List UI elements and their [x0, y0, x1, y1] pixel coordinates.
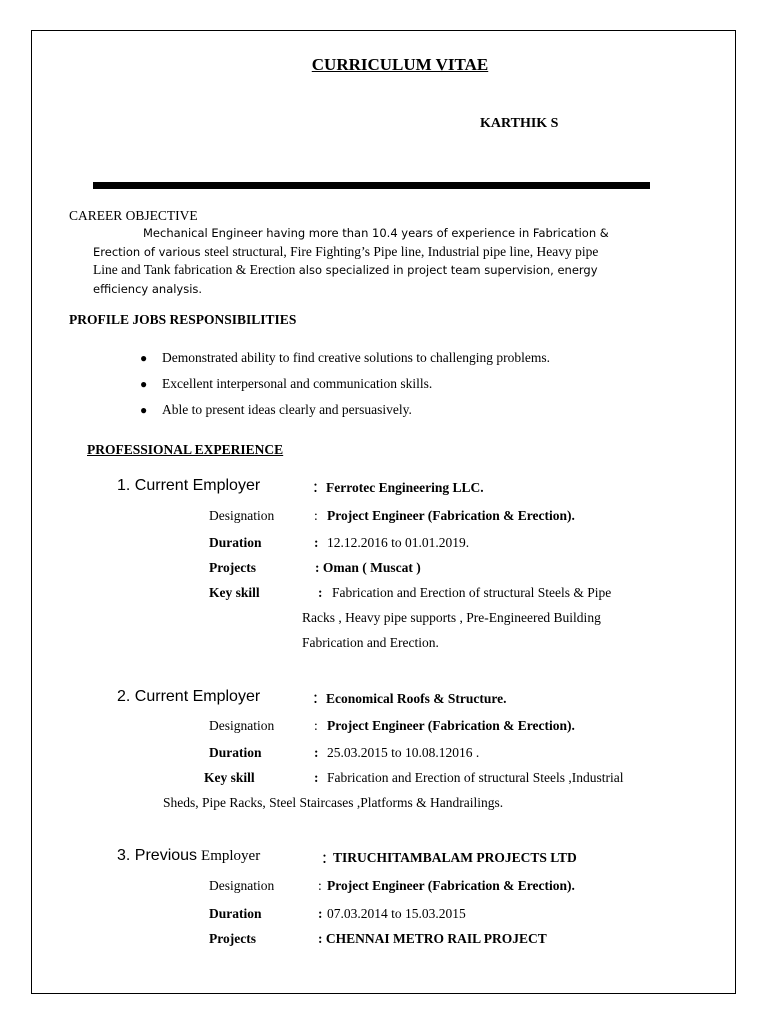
colon: :	[313, 476, 319, 496]
career-line-4: efficiency analysis.	[93, 281, 203, 296]
designation-label: Designation	[209, 508, 275, 523]
duration-label: Duration	[209, 535, 262, 550]
employer-1-title: 1. Current Employer	[117, 477, 261, 494]
profile-bullet-list	[140, 345, 550, 423]
employer-3-title: 3. Previous Employer	[117, 847, 261, 864]
profile-heading: PROFILE JOBS RESPONSIBILITIES	[69, 312, 297, 327]
designation-value: Project Engineer (Fabrication & Erection).	[327, 878, 575, 893]
keyskill-line-2: Racks , Heavy pipe supports , Pre-Engineered Building	[302, 610, 601, 625]
career-objective-heading: CAREER OBJECTIVE	[69, 208, 198, 223]
colon: :	[314, 535, 319, 550]
projects-label: Projects	[209, 560, 256, 575]
career-objective-text	[93, 224, 686, 298]
duration-value: 25.03.2015 to 10.08.12016 .	[327, 745, 480, 760]
keyskill-line-2: Sheds, Pipe Racks, Steel Staircases ,Platforms & Handrailings.	[163, 795, 504, 810]
projects-label: Projects	[209, 931, 256, 946]
keyskill-line-3: Fabrication and Erection.	[302, 635, 439, 650]
employer-2-company: Economical Roofs & Structure.	[326, 691, 507, 706]
colon: :	[314, 508, 318, 523]
duration-value: 07.03.2014 to 15.03.2015	[327, 906, 466, 921]
candidate-name: KARTHIK S	[480, 116, 559, 131]
colon: :	[318, 878, 322, 893]
duration-label: Duration	[209, 906, 262, 921]
list-item: ● Demonstrated ability to find creative solutions to challenging problems.	[140, 350, 551, 365]
keyskill-line-1: Fabrication and Erection of structural Steels & Pipe	[332, 585, 612, 600]
colon: :	[314, 718, 318, 733]
list-item: ● Able to present ideas clearly and persuasively.	[140, 402, 412, 417]
document-title: CURRICULUM VITAE	[311, 55, 489, 74]
designation-value: Project Engineer (Fabrication & Erection).	[327, 508, 575, 523]
designation-value: Project Engineer (Fabrication & Erection).	[327, 718, 575, 733]
colon: :	[314, 745, 319, 760]
designation-label: Designation	[209, 878, 275, 893]
career-line-1: Mechanical Engineer having more than 10.4 years of experience in Fabrication &	[143, 226, 609, 240]
employer-1-company: Ferrotec Engineering LLC.	[326, 480, 484, 495]
career-line-3: Line and Tank fabrication & Erection also specialized in project team supervision, energy	[93, 262, 598, 277]
experience-heading: PROFESSIONAL EXPERIENCE	[87, 442, 284, 457]
colon: :	[313, 687, 319, 707]
list-item: ● Excellent interpersonal and communication skills.	[140, 376, 433, 391]
header-divider	[93, 182, 650, 189]
employer-2-title: 2. Current Employer	[117, 688, 261, 705]
duration-label: Duration	[209, 745, 262, 760]
career-line-2: Erection of various steel structural, Fire Fighting’s Pipe line, Industrial pipe line, Heavy pipe	[93, 243, 599, 259]
keyskill-label: Key skill	[209, 585, 260, 600]
employer-3-company: TIRUCHITAMBALAM PROJECTS LTD	[333, 850, 577, 865]
colon: :	[318, 906, 323, 921]
keyskill-line-1: Fabrication and Erection of structural Steels ,Industrial	[327, 770, 624, 785]
colon: :	[322, 847, 328, 867]
projects-value: : Oman ( Muscat )	[315, 560, 421, 575]
designation-label: Designation	[209, 718, 275, 733]
colon: :	[314, 770, 319, 785]
projects-value: : CHENNAI METRO RAIL PROJECT	[318, 931, 547, 946]
keyskill-label: Key skill	[204, 770, 255, 785]
colon: :	[318, 585, 323, 600]
duration-value: 12.12.2016 to 01.01.2019.	[327, 535, 470, 550]
